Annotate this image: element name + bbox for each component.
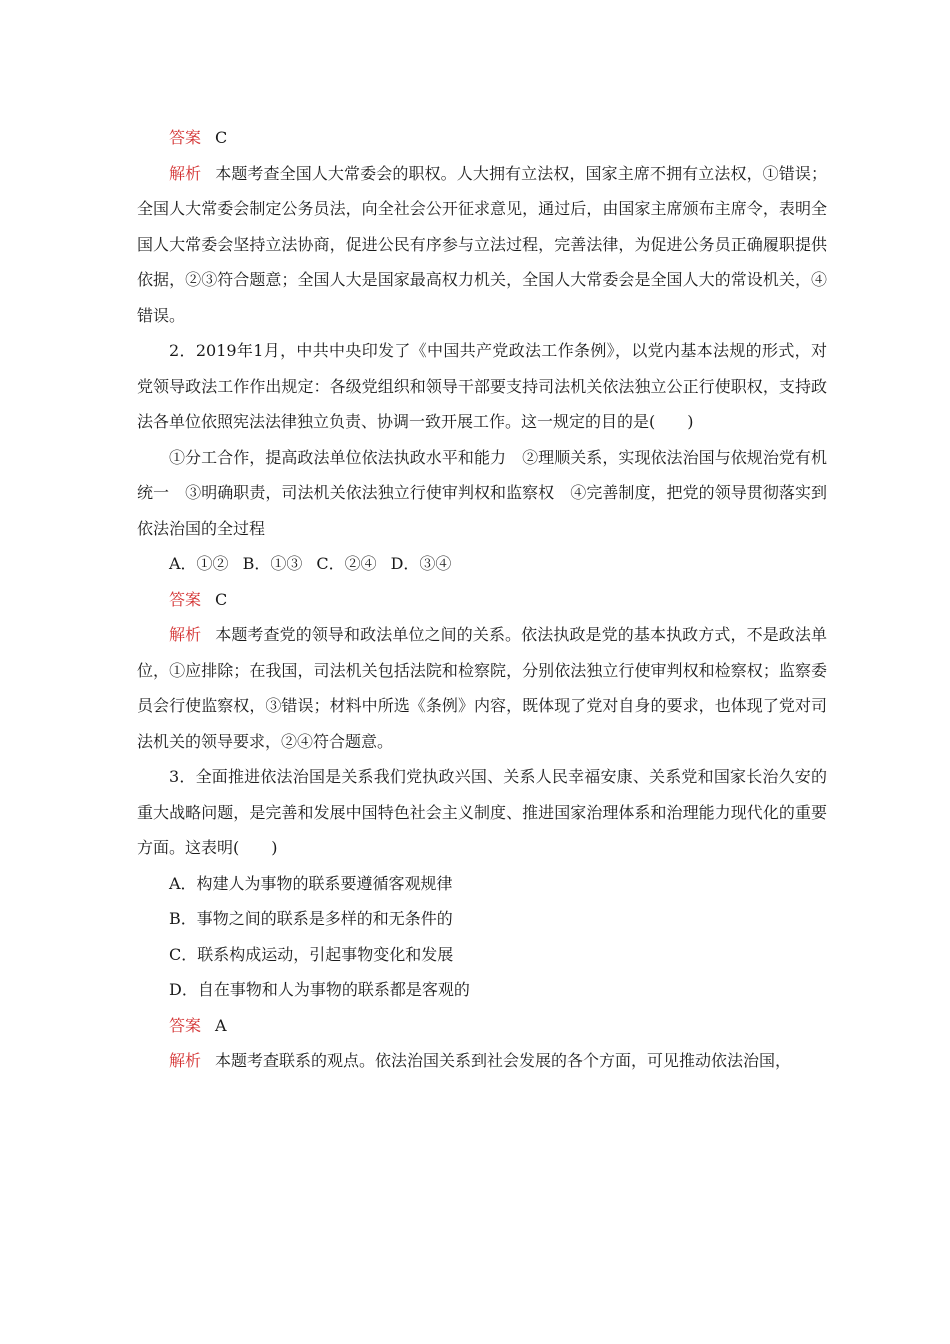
q3-answer-line [137, 1008, 827, 1044]
q2-stem: 2．2019年1月，中共中央印发了《中国共产党政法工作条例》，以党内基本法规的形式，对党领导政法工作作出规定：各级党组织和领导干部要支持司法机关依法独立公正行使职权，支持政法各单位依照宪法法律独立负责、协调一致开展工作。这一规定的目的是( ) [137, 341, 827, 431]
q3-answer-value: A [215, 1015, 227, 1035]
q2-option-a: A．①② [169, 554, 229, 573]
answer-label: 答案 [169, 1015, 202, 1035]
q3-stem: 3．全面推进依法治国是关系我们党执政兴国、关系人民幸福安康、关系党和国家长治久安的重大战略问题，是完善和发展中国特色社会主义制度、推进国家治理体系和治理能力现代化的重要方面。这表明( ) [137, 767, 827, 857]
q1-analysis-text: 本题考查全国人大常委会的职权。人大拥有立法权，国家主席不拥有立法权，①错误；全国人大常委会制定公务员法，向全社会公开征求意见，通过后，由国家主席颁布主席令，表明全国人大常委会坚持立法协商，促进公民有序参与立法过程，完善法律，为促进公务员正确履职提供依据，②③符合题意；全国人大是国家最高权力机关，全国人大常委会是全国人大的常设机关，④错误。 [137, 163, 827, 325]
q3-analysis-text: 本题考查联系的观点。依法治国关系到社会发展的各个方面，可见推动依法治国， [215, 1051, 792, 1070]
q2-options [137, 546, 827, 582]
q2-analysis-text: 本题考查党的领导和政法单位之间的关系。依法执政是党的基本执政方式，不是政法单位，①应排除；在我国，司法机关包括法院和检察院，分别依法独立行使审判权和检察权；监察委员会行使监察权，③错误；材料中所选《条例》内容，既体现了党对自身的要求，也体现了党对司法机关的领导要求，②④符合题意。 [137, 625, 827, 751]
q1-answer-line [137, 120, 827, 156]
analysis-label: 解析 [169, 625, 202, 644]
q2-answer-value: C [215, 589, 228, 609]
q2-option-b: B．①③ [242, 554, 303, 573]
q3-option-a: A．构建人为事物的联系要遵循客观规律 [169, 873, 453, 893]
q2-answer-line [137, 582, 827, 618]
q3-analysis [137, 1043, 827, 1079]
q2-statements: ①分工合作，提高政法单位依法执政水平和能力 ②理顺关系，实现依法治国与依规治党有机统一 ③明确职责，司法机关依法独立行使审判权和监察权 ④完善制度，把党的领导贯彻落实到依法治国的全过程 [137, 447, 827, 538]
q3-option-b: B．事物之间的联系是多样的和无条件的 [169, 909, 453, 928]
analysis-label: 解析 [169, 1051, 202, 1070]
q1-answer-value: C [215, 128, 228, 147]
answer-label: 答案 [169, 589, 202, 609]
answer-label: 答案 [169, 128, 202, 147]
q1-analysis [137, 156, 827, 334]
q3-option-d: D．自在事物和人为事物的联系都是客观的 [169, 980, 470, 999]
analysis-label: 解析 [169, 163, 202, 183]
q3-option-c: C．联系构成运动，引起事物变化和发展 [169, 944, 454, 964]
q2-option-d: D．③④ [390, 554, 452, 573]
q2-analysis [137, 617, 827, 759]
q2-option-c: C．②④ [316, 554, 377, 573]
document-body [137, 120, 827, 1079]
